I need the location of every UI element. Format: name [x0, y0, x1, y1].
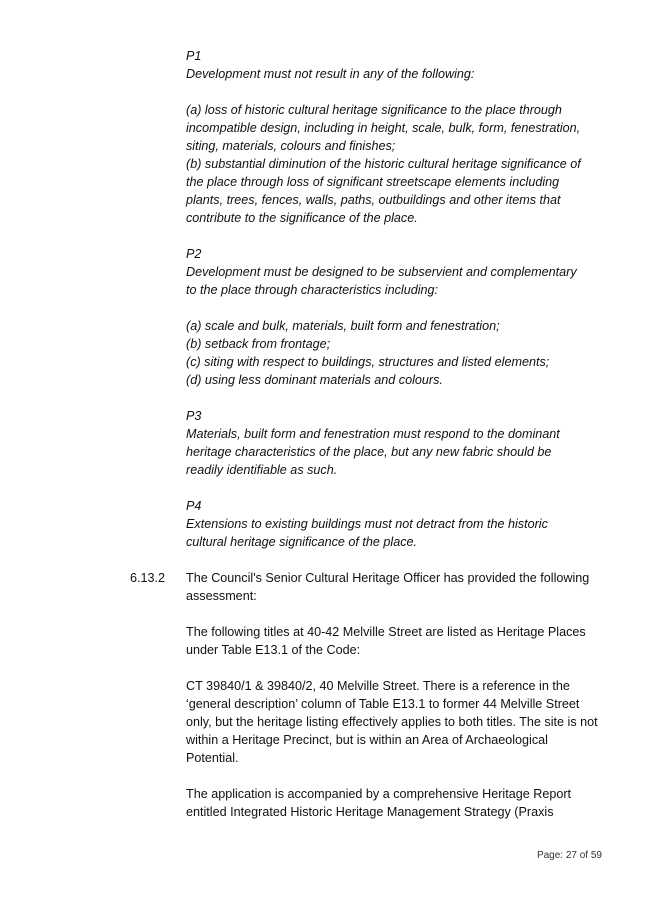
section-6-13-2: [130, 569, 606, 821]
spacer: [186, 299, 606, 317]
section-paragraph: CT 39840/1 & 39840/2, 40 Melville Street. There is a reference in the ‘general description’ column of Table E13.1 to former 44 Melville Street only, but the heritage listing effectively applies to both titles. The site is not within a Heritage Precinct, but is within an Area of Archaeological Potential.: [186, 679, 598, 765]
section-paragraph: The application is accompanied by a comprehensive Heritage Report entitled Integrated Historic Heritage Management Strategy (Praxis: [186, 787, 572, 819]
section-paragraph: The following titles at 40-42 Melville Street are listed as Heritage Places under Table E13.1 of the Code:: [186, 625, 586, 657]
spacer: [186, 479, 606, 497]
page-number: Page: 27 of 59: [536, 850, 602, 861]
spacer: [186, 83, 606, 101]
spacer: [186, 551, 606, 569]
policy-heading-p2: P2: [186, 247, 202, 261]
policy-intro-p1: Development must not result in any of the following:: [186, 67, 475, 81]
policy-p2-item-c: (c) siting with respect to buildings, structures and listed elements;: [186, 355, 550, 369]
policy-p2-item-d: (d) using less dominant materials and colours.: [186, 373, 443, 387]
policy-heading-p3: P3: [186, 409, 202, 423]
policy-p2-item-b: (b) setback from frontage;: [186, 337, 331, 351]
policy-intro-p4: Extensions to existing buildings must not detract from the historic cultural heritage significance of the place.: [186, 517, 548, 549]
policy-heading-p1: P1: [186, 49, 202, 63]
spacer: [186, 605, 606, 623]
policy-heading-p4: P4: [186, 499, 202, 513]
spacer: [186, 389, 606, 407]
spacer: [186, 659, 606, 677]
spacer: [186, 767, 606, 785]
spacer: [186, 227, 606, 245]
policy-intro-p2: Development must be designed to be subservient and complementary to the place through characteristics including:: [186, 265, 577, 297]
policy-intro-p3: Materials, built form and fenestration must respond to the dominant heritage characteristics of the place, but any new fabric should be readily identifiable as such.: [186, 427, 560, 477]
policy-p1-item-b: (b) substantial diminution of the historic cultural heritage significance of the place through loss of significant streetscape elements including plants, trees, fences, walls, paths, outbuildings and other items that contribute to the significance of the place.: [186, 157, 581, 225]
section-number: 6.13.2: [130, 571, 166, 585]
policy-p2-item-a: (a) scale and bulk, materials, built form and fenestration;: [186, 319, 500, 333]
page-content: [130, 47, 606, 821]
section-paragraph: The Council's Senior Cultural Heritage Officer has provided the following assessment:: [186, 571, 590, 603]
policy-p1-item-a: (a) loss of historic cultural heritage significance to the place through incompatible design, including in height, scale, bulk, form, fenestration, siting, materials, colours and finishes;: [186, 103, 581, 153]
